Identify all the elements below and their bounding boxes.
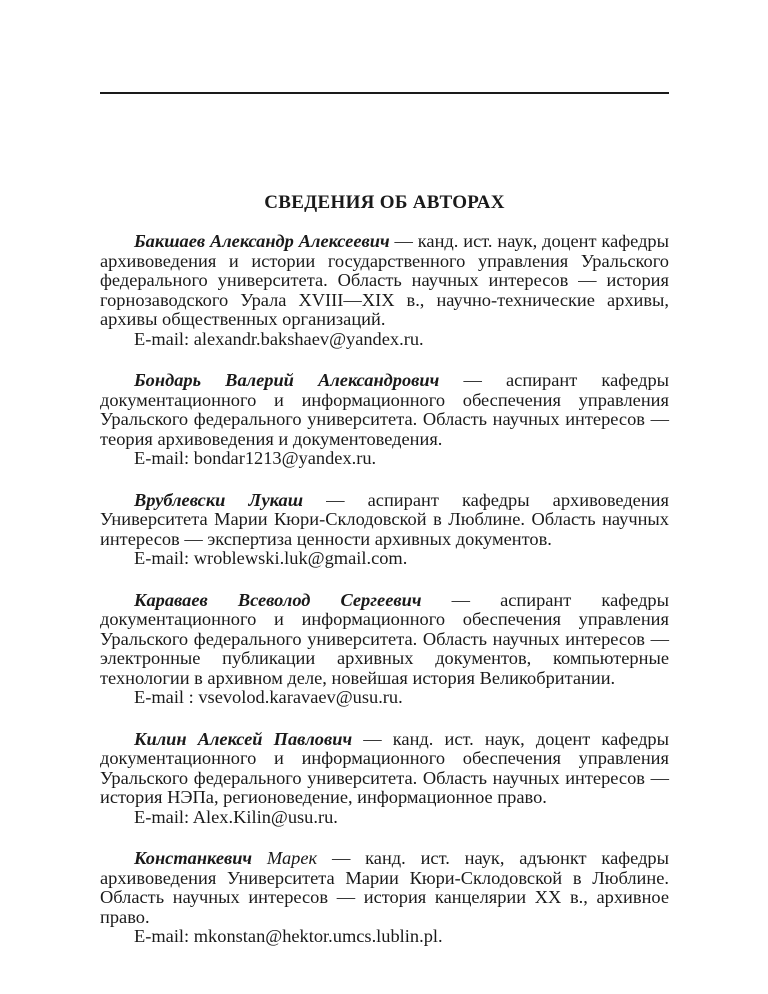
author-bio — [100, 591, 669, 689]
author-description: — аспирант кафедры документационного и информационного обеспечения управления Уральского федерального университета. Область научных интересов — теория архивоведения и документоведения. — [100, 370, 669, 449]
author-name: Бакшаев Александр Алексеевич — [134, 231, 390, 251]
author-bio — [100, 849, 669, 927]
author-name: Констанкевич — [134, 848, 253, 868]
author-entry — [100, 591, 669, 708]
author-bio — [100, 371, 669, 449]
author-description: — канд. ист. наук, доцент кафедры документационного и информационного обеспечения управления Уральского федерального университета. Область научных интересов — история НЭПа, регионоведение, информационное право. — [100, 728, 669, 807]
author-email: E-mail: alexandr.bakshaev@yandex.ru. — [134, 328, 424, 349]
author-bio — [100, 491, 669, 550]
author-description: — аспирант кафедры архивоведения Университета Марии Кюри-Склодовской в Люблине. Область научных интересов — экспертиза ценности архивных документов. — [100, 489, 669, 549]
author-email: E-mail : vsevolod.karavaev@usu.ru. — [134, 687, 403, 707]
author-entry — [100, 730, 669, 828]
author-entry — [100, 371, 669, 469]
author-email: E-mail: mkonstan@hektor.umcs.lublin.pl. — [134, 926, 443, 946]
header-rule — [100, 92, 669, 94]
author-name: Бондарь Валерий Александрович — [134, 370, 440, 390]
author-description: — канд. ист. наук, доцент кафедры архивоведения и истории государственного управления Уральского федерального университета. Область научных интересов — история горнозаводского Урала XVIII—XIX в., научно-технические архивы, архивы общественных организаций. — [100, 231, 669, 329]
authors-list — [100, 232, 669, 969]
author-bio — [100, 730, 669, 808]
author-bio — [100, 232, 669, 330]
author-description: — канд. ист. наук, адъюнкт кафедры архивоведения Университета Марии Кюри-Склодовской в Люблине. Область научных интересов — история канцелярии XX в., архивное право. — [100, 848, 669, 927]
author-name: Караваев Всеволод Сергеевич — [134, 589, 422, 610]
author-description: — аспирант кафедры документационного и информационного обеспечения управления Уральского федерального университета. Область научных интересов — электронные публикации архивных документов, компьютерные технологии в архивном деле, новейшая история Великобритании. — [100, 589, 669, 688]
author-email: E-mail: bondar1213@yandex.ru. — [134, 448, 377, 468]
author-entry — [100, 849, 669, 947]
author-email: E-mail: Alex.Kilin@usu.ru. — [134, 806, 338, 827]
author-name: Килин Алексей Павлович — [134, 728, 353, 749]
author-given-name: Марек — [252, 848, 318, 868]
author-entry — [100, 232, 669, 349]
author-entry — [100, 491, 669, 569]
author-email: E-mail: wroblewski.luk@gmail.com. — [134, 548, 408, 568]
page-title: СВЕДЕНИЯ ОБ АВТОРАХ — [264, 192, 505, 213]
author-name: Врублевски Лукаш — [134, 489, 304, 510]
